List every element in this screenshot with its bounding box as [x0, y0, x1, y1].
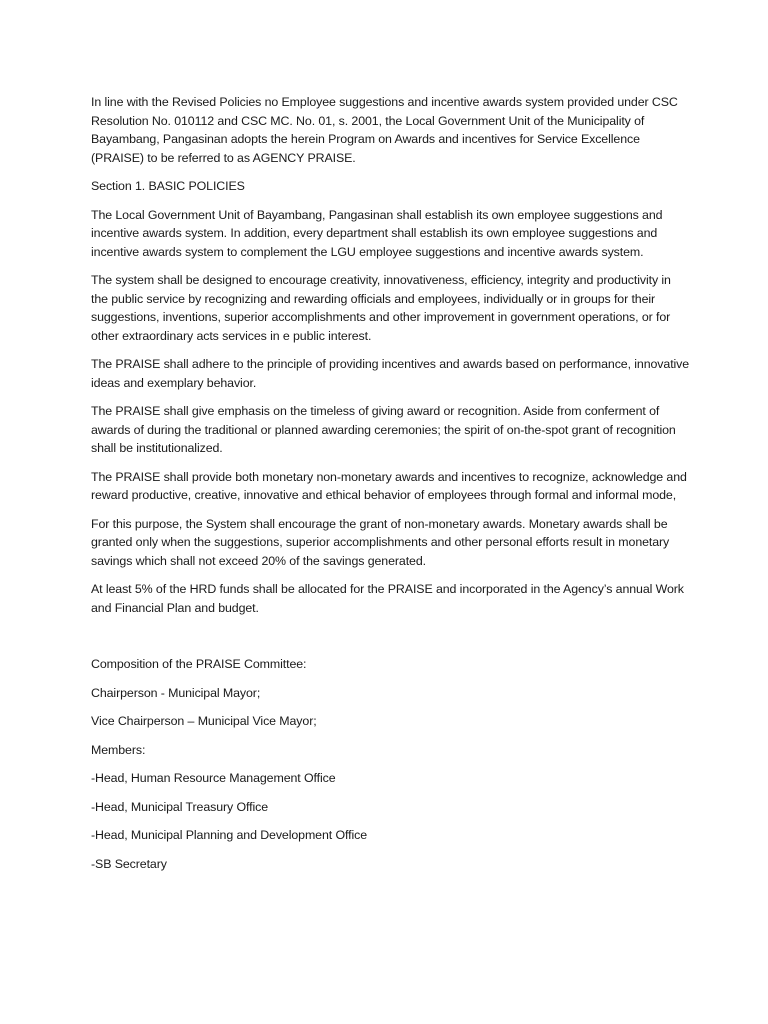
policy-paragraph: The Local Government Unit of Bayambang, Pangasinan shall establish its own employee suggestions and incentive awards system. In addition, every department shall establish its own employee suggestions and incentive awards system to complement the LGU employee suggestions and incentive awards system.	[91, 207, 663, 259]
committee-member: -SB Secretary	[91, 856, 167, 871]
document-body	[91, 93, 691, 883]
committee-member: -Head, Municipal Treasury Office	[91, 799, 268, 814]
section-heading: Section 1. BASIC POLICIES	[91, 179, 245, 193]
policy-paragraph: At least 5% of the HRD funds shall be allocated for the PRAISE and incorporated in the Agency’s annual Work and Financial Plan and budget.	[91, 582, 684, 615]
policy-paragraph: The PRAISE shall adhere to the principle of providing incentives and awards based on performance, innovative ideas and exemplary behavior.	[91, 357, 690, 390]
committee-heading: Composition of the PRAISE Committee:	[91, 657, 307, 671]
committee-members-label: Members:	[91, 742, 146, 757]
policy-paragraph: The system shall be designed to encourage creativity, innovativeness, efficiency, integrity and productivity in the public service by recognizing and rewarding officials and employees, individually or in groups for their suggestions, inventions, superior accomplishments and other improvement in government operations, or for other extraordinary acts services in e public interest.	[91, 273, 671, 343]
committee-vice-chairperson: Vice Chairperson – Municipal Vice Mayor;	[91, 714, 317, 728]
policy-paragraph: The PRAISE shall give emphasis on the timeless of giving award or recognition. Aside from conferment of awards of during the traditional or planned awarding ceremonies; the spirit of on-the-spot grant of recognition shall be institutionalized.	[91, 404, 676, 455]
policy-paragraph: For this purpose, the System shall encourage the grant of non-monetary awards. Monetary awards shall be granted only when the suggestions, superior accomplishments and other personal efforts result in monetary savings which shall not exceed 20% of the savings generated.	[91, 516, 670, 568]
committee-member: -Head, Human Resource Management Office	[91, 771, 336, 785]
paragraph-spacer	[91, 627, 691, 655]
intro-paragraph: In line with the Revised Policies no Employee suggestions and incentive awards system provided under CSC Resolution No. 010112 and CSC MC. No. 01, s. 2001, the Local Government Unit of the Municipality of Bayambang, Pangasinan adopts the herein Program on Awards and incentives for Service Excellence (PRAISE) to be referred to as AGENCY PRAISE.	[91, 95, 678, 165]
committee-chairperson: Chairperson - Municipal Mayor;	[91, 685, 261, 700]
policy-paragraph: The PRAISE shall provide both monetary non-monetary awards and incentives to recognize, acknowledge and reward productive, creative, innovative and ethical behavior of employees through formal and informal mode,	[91, 469, 687, 502]
committee-member: -Head, Municipal Planning and Development Office	[91, 828, 367, 842]
